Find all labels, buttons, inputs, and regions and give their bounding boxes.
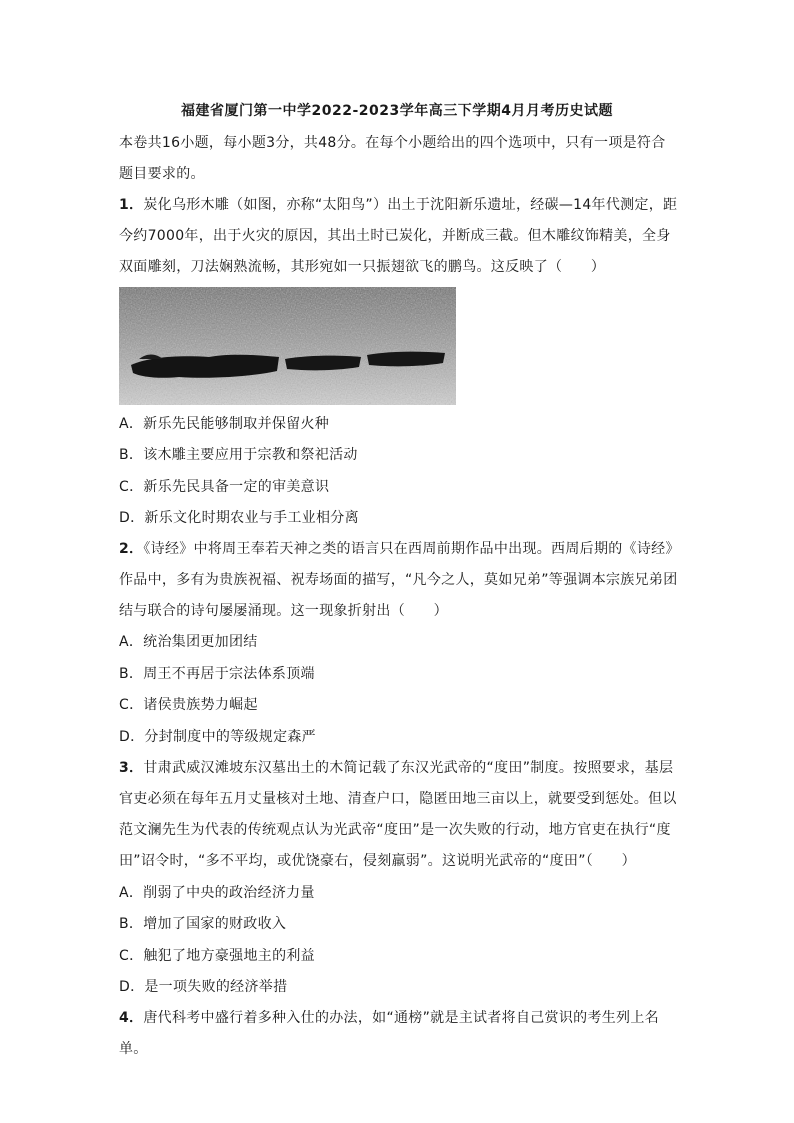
carved-bird-photo xyxy=(119,287,456,405)
question-text: 唐代科考中盛行着多种入仕的办法，如“通榜”就是主试者将自己赏识的考生列上名单。 xyxy=(119,1010,659,1057)
question-1-option-a: A．新乐先民能够制取并保留火种 xyxy=(119,416,330,432)
question-3-option-a: A．削弱了中央的政治经济力量 xyxy=(119,885,315,901)
question-number: 1． xyxy=(119,197,144,213)
question-2-option-c: C．诸侯贵族势力崛起 xyxy=(119,697,258,713)
question-3-option-c: C．触犯了地方豪强地主的利益 xyxy=(119,948,315,964)
question-2-stem xyxy=(119,534,679,627)
question-4-stem xyxy=(119,1003,679,1065)
question-text: 炭化乌形木雕（如图，亦称“太阳鸟”）出土于沈阳新乐遗址，经碳—14年代测定，距今约7000年，出于火灾的原因，其出土时已炭化，并断成三截。但木雕纹饰精美，全身双面雕刻，刀法娴熟流畅，其形宛如一只振翅欲飞的鹏鸟。这反映了（ ） xyxy=(119,197,678,275)
question-number: 3． xyxy=(119,760,144,776)
question-3-option-d: D．是一项失败的经济举措 xyxy=(119,979,288,995)
question-1-option-b: B．该木雕主要应用于宗教和祭祀活动 xyxy=(119,447,358,463)
question-3-stem xyxy=(119,753,679,877)
question-2-option-b: B．周王不再居于宗法体系顶端 xyxy=(119,666,315,682)
question-1-option-d: D．新乐文化时期农业与手工业相分离 xyxy=(119,510,359,526)
question-1-option-c: C．新乐先民具备一定的审美意识 xyxy=(119,479,330,495)
question-number: 4． xyxy=(119,1010,144,1026)
intro-text: 本卷共16小题，每小题3分，共48分。在每个小题给出的四个选项中，只有一项是符合题目要求的。 xyxy=(119,135,666,182)
question-1-stem xyxy=(119,190,679,283)
question-text: 甘肃武威汉滩坡东汉墓出土的木简记载了东汉光武帝的“度田”制度。按照要求，基层官吏必须在每年五月丈量核对土地、清查户口，隐匿田地三亩以上，就要受到惩处。但以范文澜先生为代表的传统观点认为光武帝“度田”是一次失败的行动，地方官吏在执行“度田”诏令时，“多不平均，或优饶豪右，侵刻羸弱”。这说明光武帝的“度田”（ ） xyxy=(119,760,677,869)
question-text: 《诗经》中将周王奉若天神之类的语言只在西周前期作品中出现。西周后期的《诗经》作品中，多有为贵族祝福、祝寿场面的描写，“凡今之人，莫如兄弟”等强调本宗族兄弟团结与联合的诗句屡屡涌现。这一现象折射出（ ） xyxy=(119,541,678,619)
question-number: 2． xyxy=(119,541,144,557)
page-title: 福建省厦门第一中学2022-2023学年高三下学期4月月考历史试题 xyxy=(181,103,613,119)
question-2-option-d: D．分封制度中的等级规定森严 xyxy=(119,729,316,745)
question-3-option-b: B．增加了国家的财政收入 xyxy=(119,916,287,932)
question-2-option-a: A．统治集团更加团结 xyxy=(119,634,258,650)
